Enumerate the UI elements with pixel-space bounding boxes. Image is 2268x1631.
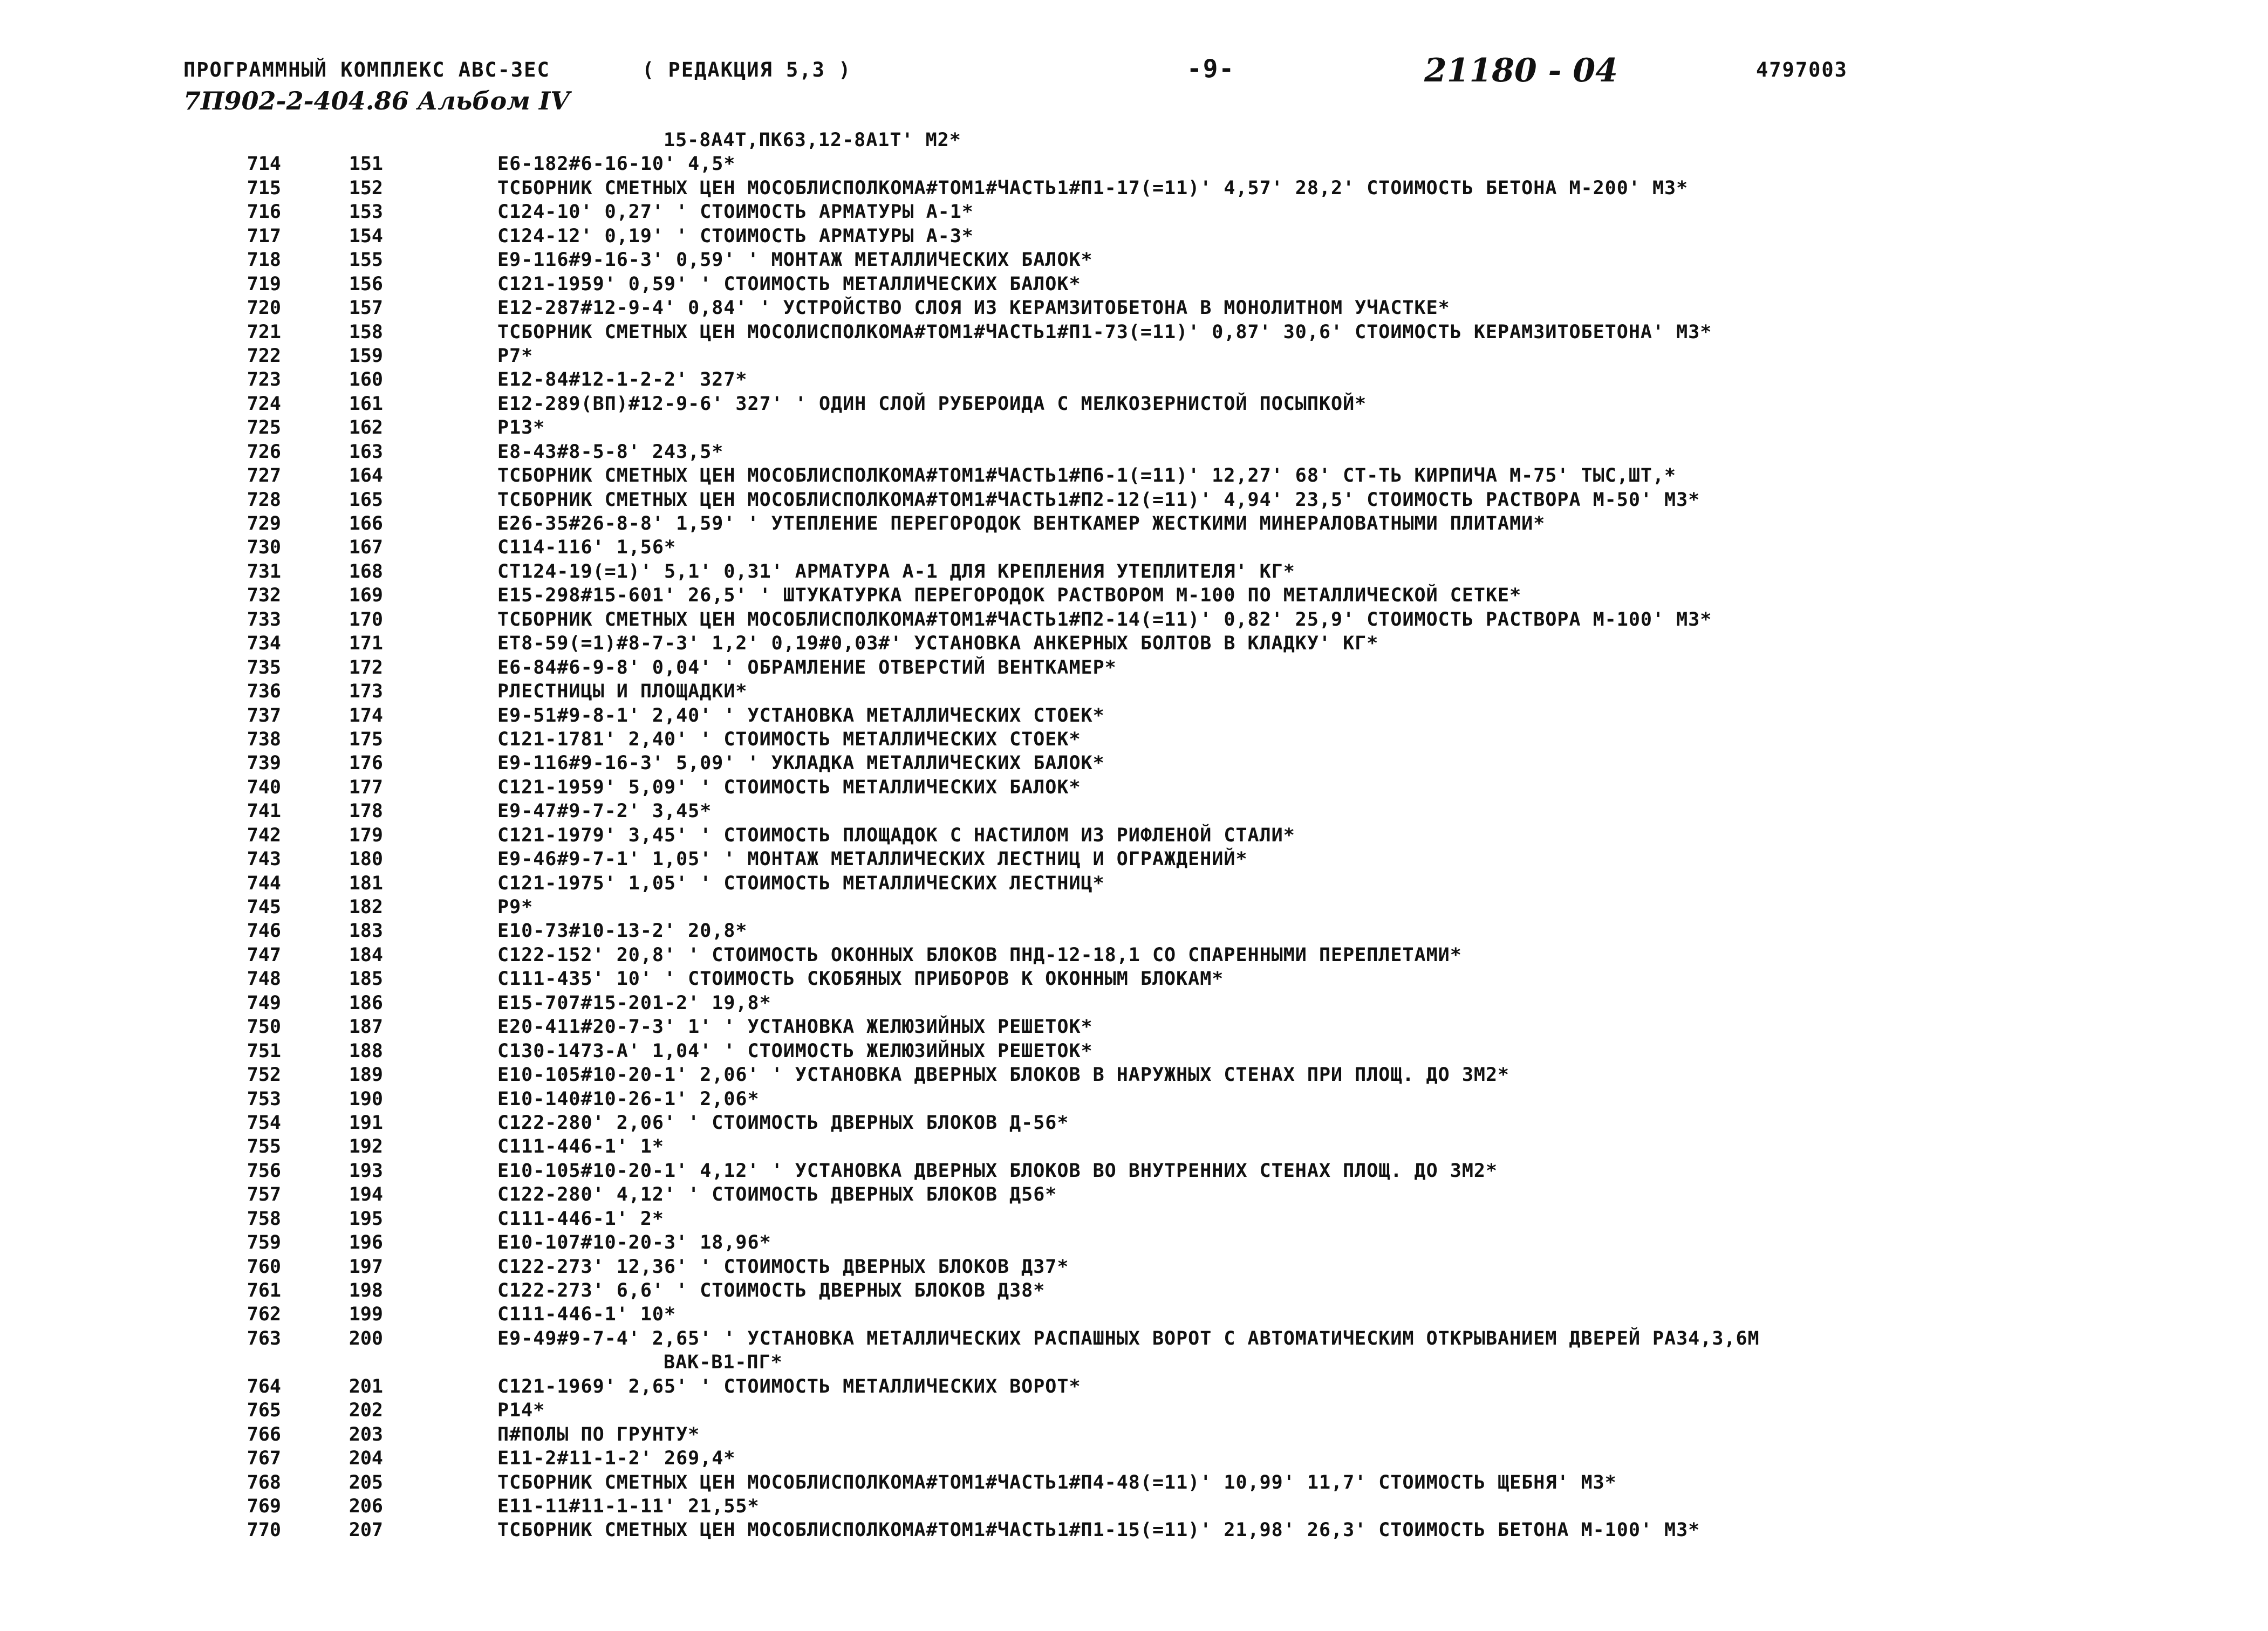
- line-number: 766: [247, 1423, 281, 1445]
- listing-row: [0, 176, 2268, 200]
- line-number: 753: [247, 1088, 281, 1110]
- listing-row: [0, 1039, 2268, 1063]
- listing-row: [0, 799, 2268, 823]
- line-number: 762: [247, 1304, 281, 1326]
- listing-row: [0, 872, 2268, 895]
- listing-row: [0, 1303, 2268, 1326]
- listing-row: [0, 272, 2268, 296]
- entry-text: ТСБОРНИК СМЕТНЫХ ЦЕН МОСОЛИСПОЛКОМА#ТОМ1#ЧАСТЬ1#П1-73(=11)' 0,87' 30,6' СТОИМОСТЬ КЕРАМЗИТОБЕТОНА' М3*: [497, 321, 1712, 343]
- listing-row: [0, 1399, 2268, 1422]
- listing-row: [0, 1375, 2268, 1399]
- item-number: 164: [349, 465, 383, 487]
- handwritten-album-reference: 7П902-2-404.86 Альбом IV: [183, 86, 570, 115]
- line-number: 726: [247, 441, 281, 463]
- line-number: 717: [247, 225, 281, 247]
- listing-row: [0, 991, 2268, 1015]
- line-number: 770: [247, 1519, 281, 1541]
- line-number: 747: [247, 944, 281, 966]
- listing-row: [0, 392, 2268, 416]
- listing-row: [0, 344, 2268, 368]
- listing-rows: [0, 152, 2268, 1542]
- entry-text: Е6-84#6-9-8' 0,04' ' ОБРАМЛЕНИЕ ОТВЕРСТИЙ ВЕНТКАМЕР*: [497, 656, 1117, 679]
- item-number: 202: [349, 1400, 383, 1422]
- line-number: 744: [247, 872, 281, 894]
- line-number: 755: [247, 1136, 281, 1158]
- item-number: 205: [349, 1471, 383, 1493]
- entry-text: Е11-2#11-1-2' 269,4*: [497, 1448, 736, 1470]
- line-number: 736: [247, 681, 281, 703]
- listing-row: [0, 416, 2268, 440]
- item-number: 162: [349, 417, 383, 439]
- entry-text: РЛЕСТНИЦЫ И ПЛОЩАДКИ*: [497, 681, 748, 703]
- line-number: 752: [247, 1064, 281, 1086]
- entry-text: Е10-107#10-20-3' 18,96*: [497, 1232, 771, 1254]
- item-number: 166: [349, 513, 383, 534]
- entry-text: С121-1781' 2,40' ' СТОИМОСТЬ МЕТАЛЛИЧЕСКИХ СТОЕК*: [497, 728, 1081, 750]
- listing-row: [0, 632, 2268, 655]
- item-number: 167: [349, 537, 383, 559]
- entry-text: Е12-84#12-1-2-2' 327*: [497, 369, 748, 391]
- entry-text: Е6-182#6-16-10' 4,5*: [497, 153, 736, 175]
- item-number: 197: [349, 1256, 383, 1278]
- line-number: 720: [247, 297, 281, 319]
- entry-text: С121-1975' 1,05' ' СТОИМОСТЬ МЕТАЛЛИЧЕСКИХ ЛЕСТНИЦ*: [497, 872, 1105, 894]
- line-number: 716: [247, 201, 281, 223]
- listing-row: [0, 751, 2268, 775]
- entry-text: Е10-105#10-20-1' 4,12' ' УСТАНОВКА ДВЕРНЫХ БЛОКОВ ВО ВНУТРЕННИХ СТЕНАХ ПЛОЩ. ДО 3М2*: [497, 1160, 1498, 1182]
- listing-row: [0, 1159, 2268, 1183]
- item-number: 201: [349, 1375, 383, 1397]
- item-number: 199: [349, 1304, 383, 1326]
- line-number: 759: [247, 1232, 281, 1254]
- listing-row: [0, 224, 2268, 248]
- listing-row: [0, 512, 2268, 536]
- listing-row: [0, 704, 2268, 728]
- entry-text: ТСБОРНИК СМЕТНЫХ ЦЕН МОСОБЛИСПОЛКОМА#ТОМ1#ЧАСТЬ1#П2-14(=11)' 0,82' 25,9' СТОИМОСТЬ РАСТВОРА М-100' М3*: [497, 608, 1712, 631]
- listing-row: [0, 152, 2268, 176]
- item-number: 173: [349, 681, 383, 703]
- line-number: 761: [247, 1280, 281, 1301]
- listing-row: [0, 1183, 2268, 1207]
- listing-continuation-text: 15-8А4Т,ПК63,12-8А1Т' М2*: [664, 129, 961, 151]
- entry-text: Е9-116#9-16-3' 0,59' ' МОНТАЖ МЕТАЛЛИЧЕСКИХ БАЛОК*: [497, 249, 1093, 271]
- line-number: 741: [247, 800, 281, 823]
- entry-text: С122-280' 4,12' ' СТОИМОСТЬ ДВЕРНЫХ БЛОКОВ Д56*: [497, 1184, 1057, 1206]
- item-number: 178: [349, 800, 383, 823]
- edition-label: ( РЕДАКЦИЯ 5,3 ): [642, 58, 852, 81]
- item-number: 151: [349, 153, 383, 175]
- item-number: 153: [349, 201, 383, 223]
- listing-row: [0, 943, 2268, 967]
- entry-text: С122-273' 6,6' ' СТОИМОСТЬ ДВЕРНЫХ БЛОКОВ Д38*: [497, 1280, 1046, 1301]
- item-number: 165: [349, 489, 383, 511]
- item-number: 198: [349, 1280, 383, 1301]
- line-number: 723: [247, 369, 281, 391]
- line-number: 764: [247, 1375, 281, 1397]
- entry-text: С130-1473-А' 1,04' ' СТОИМОСТЬ ЖЕЛЮЗИЙНЫХ РЕШЕТОК*: [497, 1040, 1093, 1062]
- listing-row: [0, 1255, 2268, 1279]
- item-number: 207: [349, 1519, 383, 1541]
- listing-row: [0, 536, 2268, 559]
- entry-text: С121-1969' 2,65' ' СТОИМОСТЬ МЕТАЛЛИЧЕСКИХ ВОРОТ*: [497, 1375, 1081, 1397]
- entry-text: Е9-116#9-16-3' 5,09' ' УКЛАДКА МЕТАЛЛИЧЕСКИХ БАЛОК*: [497, 752, 1105, 775]
- entry-text: Р9*: [497, 896, 534, 918]
- item-number: 174: [349, 704, 383, 727]
- line-number: 731: [247, 560, 281, 582]
- entry-text: С111-446-1' 1*: [497, 1136, 665, 1158]
- line-number: 768: [247, 1471, 281, 1493]
- line-number: 769: [247, 1495, 281, 1517]
- listing-row: [0, 967, 2268, 991]
- entry-text: Е10-140#10-26-1' 2,06*: [497, 1088, 760, 1110]
- line-number: 733: [247, 608, 281, 631]
- line-number: 722: [247, 345, 281, 367]
- line-number: 749: [247, 992, 281, 1014]
- line-number: 746: [247, 920, 281, 942]
- item-number: 181: [349, 872, 383, 894]
- entry-text: Е8-43#8-5-8' 243,5*: [497, 441, 724, 463]
- item-number: 155: [349, 249, 383, 271]
- line-number: 757: [247, 1184, 281, 1206]
- entry-text: Е10-73#10-13-2' 20,8*: [497, 920, 748, 942]
- item-number: 159: [349, 345, 383, 367]
- item-number: 189: [349, 1064, 383, 1086]
- entry-text: Е9-47#9-7-2' 3,45*: [497, 800, 712, 823]
- item-number: 187: [349, 1016, 383, 1038]
- item-number: 158: [349, 321, 383, 343]
- item-number: 204: [349, 1448, 383, 1470]
- program-title: ПРОГРАММНЫЙ КОМПЛЕКС АВС-ЗЕС: [183, 58, 550, 81]
- item-number: 171: [349, 633, 383, 655]
- entry-text: С122-280' 2,06' ' СТОИМОСТЬ ДВЕРНЫХ БЛОКОВ Д-56*: [497, 1112, 1069, 1134]
- item-number: 175: [349, 728, 383, 750]
- item-number: 163: [349, 441, 383, 463]
- entry-text: Р7*: [497, 345, 534, 367]
- listing-row: [0, 1518, 2268, 1542]
- line-number: 758: [247, 1208, 281, 1230]
- entry-text: Е15-298#15-601' 26,5' ' ШТУКАТУРКА ПЕРЕГОРОДОК РАСТВОРОМ М-100 ПО МЕТАЛЛИЧЕСКОЙ СЕТКЕ*: [497, 585, 1522, 607]
- entry-text: СТ124-19(=1)' 5,1' 0,31' АРМАТУРА А-1 ДЛЯ КРЕПЛЕНИЯ УТЕПЛИТЕЛЯ' КГ*: [497, 560, 1295, 582]
- item-number: 156: [349, 273, 383, 295]
- entry-text: Е12-289(ВП)#12-9-6' 327' ' ОДИН СЛОЙ РУБЕРОИДА С МЕЛКОЗЕРНИСТОЙ ПОСЫПКОЙ*: [497, 393, 1367, 415]
- listing-row: [0, 728, 2268, 751]
- item-number: 170: [349, 608, 383, 631]
- line-number: 756: [247, 1160, 281, 1182]
- item-number: 180: [349, 848, 383, 871]
- line-number: 743: [247, 848, 281, 871]
- listing-row: [0, 488, 2268, 512]
- item-number: 186: [349, 992, 383, 1014]
- listing-row: [0, 656, 2268, 680]
- line-number: 763: [247, 1327, 281, 1349]
- listing-row: [0, 919, 2268, 943]
- line-number: 719: [247, 273, 281, 295]
- item-number: 192: [349, 1136, 383, 1158]
- listing-row: [0, 608, 2268, 632]
- listing-continuation-row: [0, 128, 2268, 152]
- listing-row: [0, 847, 2268, 871]
- listing-continuation-row: [0, 1351, 2268, 1374]
- line-number: 715: [247, 177, 281, 199]
- listing-row: [0, 1279, 2268, 1303]
- line-number: 730: [247, 537, 281, 559]
- handwritten-code: 21180 - 04: [1424, 52, 1618, 90]
- entry-text: Е12-287#12-9-4' 0,84' ' УСТРОЙСТВО СЛОЯ ИЗ КЕРАМЗИТОБЕТОНА В МОНОЛИТНОМ УЧАСТКЕ*: [497, 297, 1450, 319]
- entry-text: Р13*: [497, 417, 545, 439]
- listing-row: [0, 1063, 2268, 1087]
- line-number: 748: [247, 968, 281, 990]
- line-number: 750: [247, 1016, 281, 1038]
- entry-text: Е15-707#15-201-2' 19,8*: [497, 992, 771, 1014]
- line-number: 751: [247, 1040, 281, 1062]
- listing-row: [0, 464, 2268, 488]
- line-number: 745: [247, 896, 281, 918]
- listing-row: [0, 1111, 2268, 1135]
- item-number: 203: [349, 1423, 383, 1445]
- entry-text: С122-273' 12,36' ' СТОИМОСТЬ ДВЕРНЫХ БЛОКОВ Д37*: [497, 1256, 1069, 1278]
- listing-row: [0, 1015, 2268, 1039]
- line-number: 729: [247, 513, 281, 534]
- entry-text: ТСБОРНИК СМЕТНЫХ ЦЕН МОСОБЛИСПОЛКОМА#ТОМ1#ЧАСТЬ1#П2-12(=11)' 4,94' 23,5' СТОИМОСТЬ РАСТВОРА М-50' М3*: [497, 489, 1700, 511]
- line-number: 767: [247, 1448, 281, 1470]
- item-number: 177: [349, 776, 383, 798]
- line-number: 714: [247, 153, 281, 175]
- entry-text: ТСБОРНИК СМЕТНЫХ ЦЕН МОСОБЛИСПОЛКОМА#ТОМ1#ЧАСТЬ1#П6-1(=11)' 12,27' 68' СТ-ТЬ КИРПИЧА М-75' ТЫС,ШТ,*: [497, 465, 1677, 487]
- listing-row: [0, 320, 2268, 344]
- listing-row: [0, 1231, 2268, 1255]
- item-number: 184: [349, 944, 383, 966]
- line-number: 718: [247, 249, 281, 271]
- entry-text: ТСБОРНИК СМЕТНЫХ ЦЕН МОСОБЛИСПОЛКОМА#ТОМ1#ЧАСТЬ1#П1-15(=11)' 21,98' 26,3' СТОИМОСТЬ БЕТОНА М-100' М3*: [497, 1519, 1700, 1541]
- entry-text: С122-152' 20,8' ' СТОИМОСТЬ ОКОННЫХ БЛОКОВ ПНД-12-18,1 СО СПАРЕННЫМИ ПЕРЕПЛЕТАМИ*: [497, 944, 1462, 966]
- listing-row: [0, 824, 2268, 847]
- item-number: 200: [349, 1327, 383, 1349]
- listing-row: [0, 368, 2268, 392]
- listing-row: [0, 776, 2268, 799]
- estimate-listing: [0, 128, 2268, 1543]
- line-number: 740: [247, 776, 281, 798]
- item-number: 169: [349, 585, 383, 607]
- entry-text: С121-1959' 5,09' ' СТОИМОСТЬ МЕТАЛЛИЧЕСКИХ БАЛОК*: [497, 776, 1081, 798]
- line-number: 765: [247, 1400, 281, 1422]
- listing-row: [0, 1327, 2268, 1351]
- entry-text: Е9-46#9-7-1' 1,05' ' МОНТАЖ МЕТАЛЛИЧЕСКИХ ЛЕСТНИЦ И ОГРАЖДЕНИЙ*: [497, 848, 1248, 871]
- item-number: 154: [349, 225, 383, 247]
- listing-row: [0, 248, 2268, 272]
- listing-row: [0, 1447, 2268, 1470]
- item-number: 193: [349, 1160, 383, 1182]
- item-number: 196: [349, 1232, 383, 1254]
- listing-row: [0, 1207, 2268, 1231]
- item-number: 172: [349, 656, 383, 679]
- item-number: 191: [349, 1112, 383, 1134]
- listing-row: [0, 1423, 2268, 1447]
- entry-text: Е9-51#9-8-1' 2,40' ' УСТАНОВКА МЕТАЛЛИЧЕСКИХ СТОЕК*: [497, 704, 1105, 727]
- listing-row: [0, 296, 2268, 320]
- entry-text: С111-446-1' 10*: [497, 1304, 677, 1326]
- line-number: 738: [247, 728, 281, 750]
- line-number: 754: [247, 1112, 281, 1134]
- listing-row: [0, 560, 2268, 584]
- item-number: 206: [349, 1495, 383, 1517]
- item-number: 168: [349, 560, 383, 582]
- item-number: 161: [349, 393, 383, 415]
- entry-text: ВАК-В1-ПГ*: [664, 1352, 783, 1374]
- entry-text: Р14*: [497, 1400, 545, 1422]
- item-number: 176: [349, 752, 383, 775]
- line-number: 760: [247, 1256, 281, 1278]
- listing-row: [0, 200, 2268, 224]
- line-number: 739: [247, 752, 281, 775]
- entry-text: Е11-11#11-1-11' 21,55*: [497, 1495, 760, 1517]
- listing-row: [0, 1495, 2268, 1518]
- entry-text: ТСБОРНИК СМЕТНЫХ ЦЕН МОСОБЛИСПОЛКОМА#ТОМ1#ЧАСТЬ1#П4-48(=11)' 10,99' 11,7' СТОИМОСТЬ ЩЕБНЯ' М3*: [497, 1471, 1617, 1493]
- entry-text: П#ПОЛЫ ПО ГРУНТУ*: [497, 1423, 700, 1445]
- line-number: 721: [247, 321, 281, 343]
- line-number: 724: [247, 393, 281, 415]
- item-number: 182: [349, 896, 383, 918]
- page-number: -9-: [1187, 54, 1235, 83]
- line-number: 737: [247, 704, 281, 727]
- item-number: 152: [349, 177, 383, 199]
- line-number: 727: [247, 465, 281, 487]
- listing-row: [0, 895, 2268, 919]
- item-number: 160: [349, 369, 383, 391]
- line-number: 735: [247, 656, 281, 679]
- entry-text: С121-1979' 3,45' ' СТОИМОСТЬ ПЛОЩАДОК С НАСТИЛОМ ИЗ РИФЛЕНОЙ СТАЛИ*: [497, 824, 1295, 846]
- entry-text: С124-12' 0,19' ' СТОИМОСТЬ АРМАТУРЫ А-3*: [497, 225, 974, 247]
- item-number: 194: [349, 1184, 383, 1206]
- line-number: 728: [247, 489, 281, 511]
- listing-row: [0, 440, 2268, 464]
- document-number: 4797003: [1756, 58, 1848, 81]
- listing-row: [0, 1471, 2268, 1495]
- item-number: 185: [349, 968, 383, 990]
- listing-row: [0, 1087, 2268, 1111]
- entry-text: С114-116' 1,56*: [497, 537, 677, 559]
- entry-text: С111-446-1' 2*: [497, 1208, 665, 1230]
- line-number: 732: [247, 585, 281, 607]
- listing-row: [0, 680, 2268, 703]
- item-number: 188: [349, 1040, 383, 1062]
- item-number: 179: [349, 824, 383, 846]
- entry-text: Е10-105#10-20-1' 2,06' ' УСТАНОВКА ДВЕРНЫХ БЛОКОВ В НАРУЖНЫХ СТЕНАХ ПРИ ПЛОЩ. ДО 3М2*: [497, 1064, 1510, 1086]
- entry-text: ЕТ8-59(=1)#8-7-3' 1,2' 0,19#0,03#' УСТАНОВКА АНКЕРНЫХ БОЛТОВ В КЛАДКУ' КГ*: [497, 633, 1379, 655]
- line-number: 725: [247, 417, 281, 439]
- entry-text: ТСБОРНИК СМЕТНЫХ ЦЕН МОСОБЛИСПОЛКОМА#ТОМ1#ЧАСТЬ1#П1-17(=11)' 4,57' 28,2' СТОИМОСТЬ БЕТОНА М-200' М3*: [497, 177, 1689, 199]
- listing-row: [0, 584, 2268, 607]
- item-number: 157: [349, 297, 383, 319]
- item-number: 183: [349, 920, 383, 942]
- line-number: 734: [247, 633, 281, 655]
- listing-row: [0, 1135, 2268, 1159]
- entry-text: С121-1959' 0,59' ' СТОИМОСТЬ МЕТАЛЛИЧЕСКИХ БАЛОК*: [497, 273, 1081, 295]
- line-number: 742: [247, 824, 281, 846]
- item-number: 195: [349, 1208, 383, 1230]
- entry-text: Е9-49#9-7-4' 2,65' ' УСТАНОВКА МЕТАЛЛИЧЕСКИХ РАСПАШНЫХ ВОРОТ С АВТОМАТИЧЕСКИМ ОТКРЫВАНИЕМ ДВЕРЕЙ РАЗ4,3,6М: [497, 1327, 1760, 1349]
- entry-text: Е26-35#26-8-8' 1,59' ' УТЕПЛЕНИЕ ПЕРЕГОРОДОК ВЕНТКАМЕР ЖЕСТКИМИ МИНЕРАЛОВАТНЫМИ ПЛИТАМИ*: [497, 513, 1546, 534]
- entry-text: Е20-411#20-7-3' 1' ' УСТАНОВКА ЖЕЛЮЗИЙНЫХ РЕШЕТОК*: [497, 1016, 1093, 1038]
- entry-text: С124-10' 0,27' ' СТОИМОСТЬ АРМАТУРЫ А-1*: [497, 201, 974, 223]
- entry-text: С111-435' 10' ' СТОИМОСТЬ СКОБЯНЫХ ПРИБОРОВ К ОКОННЫМ БЛОКАМ*: [497, 968, 1224, 990]
- item-number: 190: [349, 1088, 383, 1110]
